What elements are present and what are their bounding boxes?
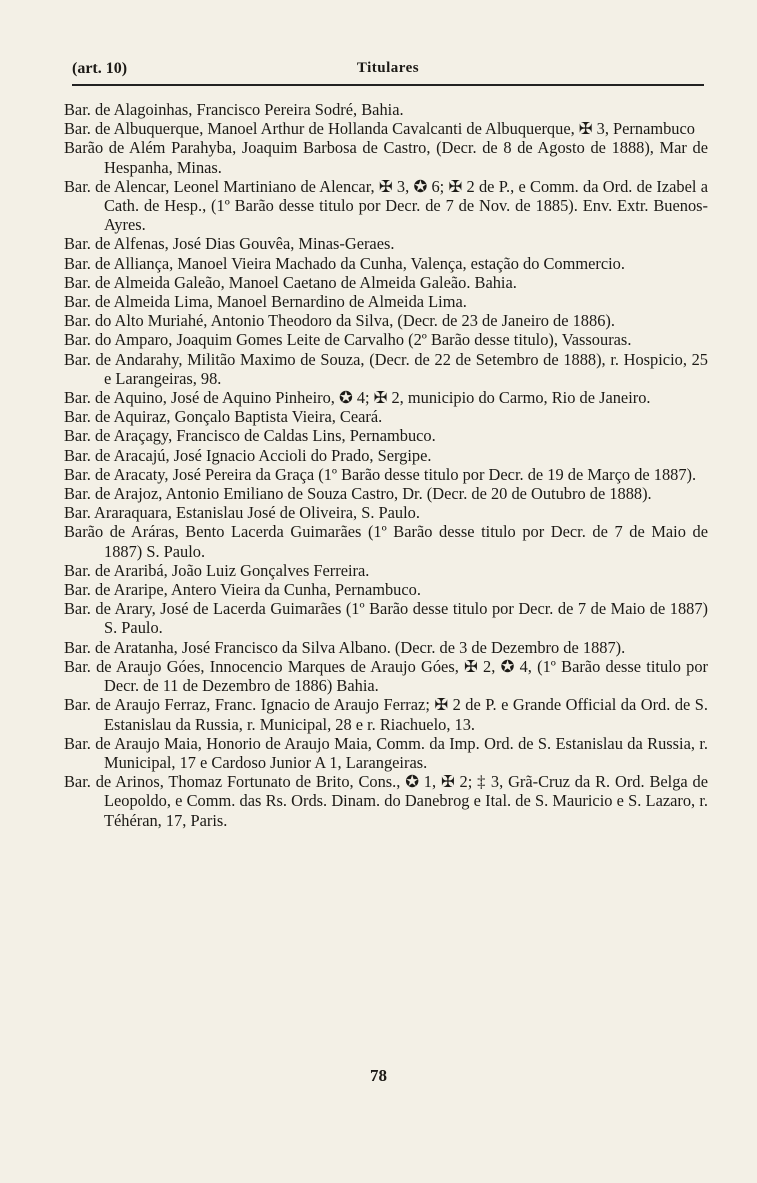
running-header — [72, 58, 704, 86]
list-item: Bar. de Alliança, Manoel Vieira Machado da Cunha, Valença, estação do Commercio. — [64, 253, 625, 273]
list-item: Bar. de Arinos, Thomaz Fortunato de Brito, Cons., ✪ 1, ✠ 2; ‡ 3, Grã-Cruz da R. Ord. Belga de Leopoldo, e Comm. das Rs. Ords. Dinam. do Danebrog e Ital. de S. Mauricio e S. Lazaro, r. Téhéran, 17, Paris. — [64, 772, 708, 830]
list-item: Bar. de Alencar, Leonel Martiniano de Alencar, ✠ 3, ✪ 6; ✠ 2 de P., e Comm. da Ord. de Izabel a Cath. de Hesp., (1º Barão desse titulo por Decr. de 7 de Nov. de 1885). Env. Extr. Buenos-Ayres. — [64, 176, 708, 235]
page-title: Titulares — [356, 60, 420, 76]
list-item: Bar. de Alagoinhas, Francisco Pereira Sodré, Bahia. — [64, 100, 404, 119]
list-item: Barão de Além Parahyba, Joaquim Barbosa de Castro, (Decr. de 8 de Agosto de 1888), Mar de Hespanha, Minas. — [64, 138, 708, 177]
list-item: Bar. de Almeida Lima, Manoel Bernardino de Almeida Lima. — [64, 292, 467, 312]
list-item: Bar. do Alto Muriahé, Antonio Theodoro da Silva, (Decr. de 23 de Janeiro de 1886). — [64, 311, 615, 331]
section-label: (art. 10) — [72, 60, 128, 77]
list-item: Bar. de Aracaty, José Pereira da Graça (1º Barão desse titulo por Decr. de 19 de Março de 1887). — [64, 464, 697, 484]
list-item: Bar. de Aquino, José de Aquino Pinheiro, ✪ 4; ✠ 2, municipio do Carmo, Rio de Janeiro. — [64, 388, 651, 408]
list-item: Bar. de Araripe, Antero Vieira da Cunha, Pernambuco. — [64, 580, 421, 600]
list-item: Bar. de Araribá, João Luiz Gonçalves Ferreira. — [64, 560, 370, 580]
entry-list — [64, 100, 708, 830]
list-item: Bar. de Andarahy, Militão Maximo de Souza, (Decr. de 22 de Setembro de 1888), r. Hospicio, 25 e Larangeiras, 98. — [64, 349, 708, 388]
list-item: Bar. de Aratanha, José Francisco da Silva Albano. (Decr. de 3 de Dezembro de 1887). — [64, 637, 626, 657]
list-item: Barão de Aráras, Bento Lacerda Guimarães (1º Barão desse titulo por Decr. de 7 de Maio de 1887) S. Paulo. — [64, 522, 708, 561]
list-item: Bar. de Araujo Ferraz, Franc. Ignacio de Araujo Ferraz; ✠ 2 de P. e Grande Official da Ord. de S. Estanislau da Russia, r. Municipal, 28 e r. Riachuelo, 13. — [64, 695, 708, 734]
list-item: Bar. Araraquara, Estanislau José de Oliveira, S. Paulo. — [64, 503, 420, 523]
list-item: Bar. de Aracajú, José Ignacio Accioli do Prado, Sergipe. — [64, 445, 432, 465]
list-item: Bar. de Albuquerque, Manoel Arthur de Hollanda Cavalcanti de Albuquerque, ✠ 3, Pernambuco — [64, 119, 695, 139]
list-item: Bar. de Araçagy, Francisco de Caldas Lins, Pernambuco. — [64, 426, 436, 446]
list-item: Bar. de Almeida Galeão, Manoel Caetano de Almeida Galeão. Bahia. — [64, 272, 517, 292]
list-item: Bar. de Alfenas, José Dias Gouvêa, Minas-Geraes. — [64, 234, 395, 254]
page-number: 78 — [370, 1066, 387, 1085]
list-item: Bar. de Aquiraz, Gonçalo Baptista Vieira, Ceará. — [64, 407, 383, 427]
list-item: Bar. de Arary, José de Lacerda Guimarães (1º Barão desse titulo por Decr. de 7 de Maio de 1887) S. Paulo. — [64, 599, 708, 638]
list-item: Bar. de Araujo Góes, Innocencio Marques de Araujo Góes, ✠ 2, ✪ 4, (1º Barão desse titulo por Decr. de 11 de Dezembro de 1886) Bahia. — [64, 656, 708, 696]
list-item: Bar. de Arajoz, Antonio Emiliano de Souza Castro, Dr. (Decr. de 20 de Outubro de 1888). — [64, 484, 652, 504]
list-item: Bar. do Amparo, Joaquim Gomes Leite de Carvalho (2º Barão desse titulo), Vassouras. — [64, 330, 632, 350]
list-item: Bar. de Araujo Maia, Honorio de Araujo Maia, Comm. da Imp. Ord. de S. Estanislau da Russia, r. Municipal, 17 e Cardoso Junior A 1, Larangeiras. — [64, 733, 708, 772]
